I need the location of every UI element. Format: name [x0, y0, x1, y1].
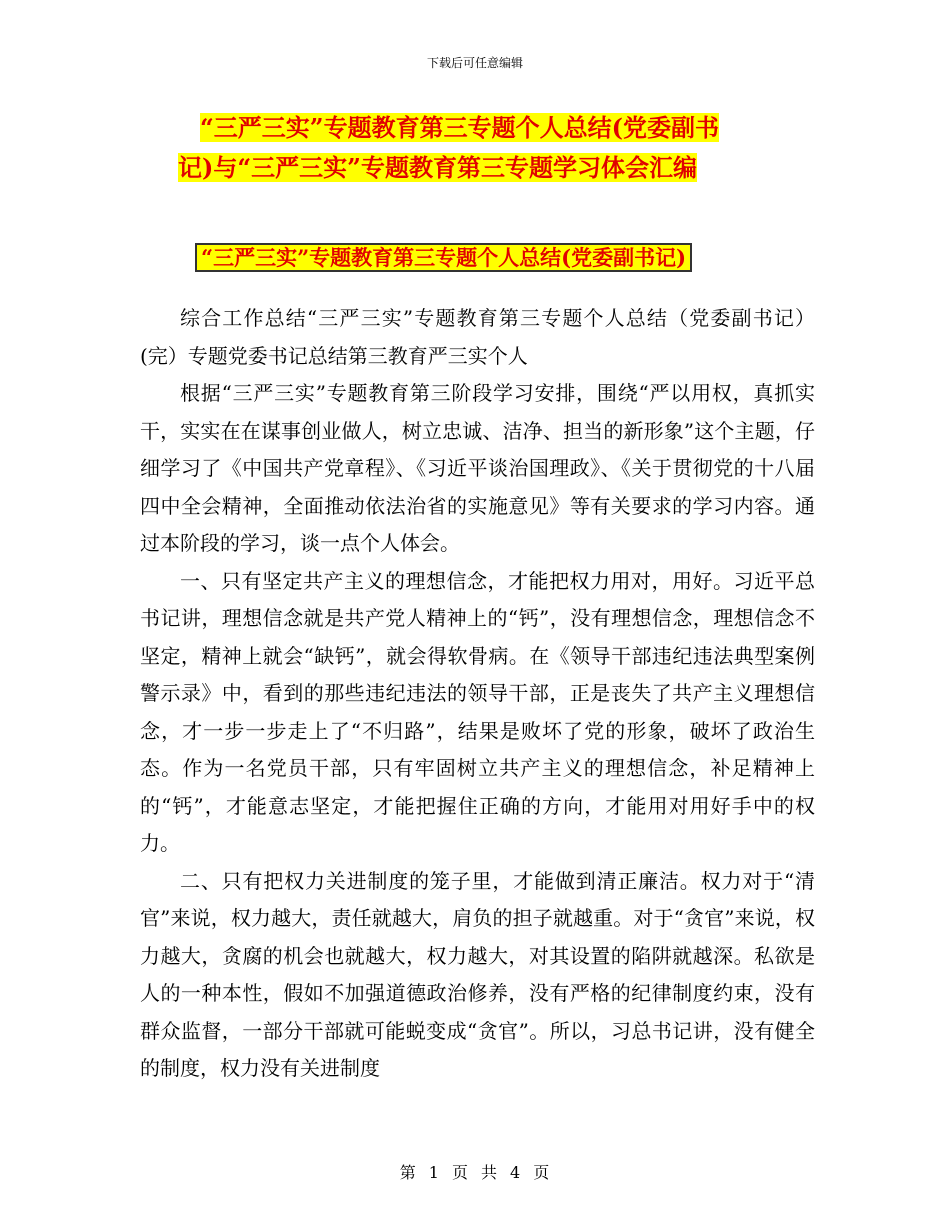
title-line-1-text: “三严三实”专题教育第三专题个人总结(党委副书 — [200, 113, 719, 142]
document-title — [178, 108, 818, 188]
total-label: 共 — [481, 1163, 499, 1182]
title-line-2-text: 记)与“三严三实”专题教育第三专题学习体会汇编 — [178, 153, 697, 182]
section-title-text: “三严三实”专题教育第三专题个人总结(党委副书记) — [195, 243, 692, 272]
section-title — [195, 242, 692, 272]
document-body — [140, 300, 815, 1088]
title-line-1 — [178, 108, 818, 148]
header-note: 下载后可任意编辑 — [426, 56, 523, 70]
title-line-2 — [178, 148, 818, 188]
page-total: 4 — [510, 1163, 522, 1182]
page-footer — [0, 1160, 950, 1183]
total-unit: 页 — [533, 1163, 551, 1182]
page-current: 1 — [428, 1163, 440, 1182]
page-label: 第 — [399, 1163, 417, 1182]
paragraph: 综合工作总结“三严三实”专题教育第三专题个人总结（党委副书记）(完）专题党委书记总结第三教育严三实个人 — [140, 306, 815, 368]
paragraph: 根据“三严三实”专题教育第三阶段学习安排，围绕“严以用权，真抓实干，实实在在谋事创业做人，树立忠诚、洁净、担当的新形象”这个主题，仔细学习了《中国共产党章程》、《习近平谈治国理政》、《关于贯彻党的十八届四中全会精神，全面推动依法治省的实施意见》等有关要求的学习内容。通过本阶段的学习，谈一点个人体会。 — [140, 381, 815, 555]
paragraph: 二、只有把权力关进制度的笼子里，才能做到清正廉洁。权力对于“清官”来说，权力越大，责任就越大，肩负的担子就越重。对于“贪官”来说，权力越大，贪腐的机会也就越大，权力越大，对其设置的陷阱就越深。私欲是人的一种本性，假如不加强道德政治修养，没有严格的纪律制度约束，没有群众监督，一部分干部就可能蜕变成“贪官”。所以，习总书记讲，没有健全的制度，权力没有关进制度 — [140, 868, 815, 1080]
page-unit: 页 — [451, 1163, 469, 1182]
paragraph: 一、只有坚定共产主义的理想信念，才能把权力用对，用好。习近平总书记讲，理想信念就是共产党人精神上的“钙”，没有理想信念，理想信念不坚定，精神上就会“缺钙”，就会得软骨病。在《领导干部违纪违法典型案例警示录》中，看到的那些违纪违法的领导干部，正是丧失了共产主义理想信念，才一步一步走上了“不归路”，结果是败坏了党的形象，破坏了政治生态。作为一名党员干部，只有牢固树立共产主义的理想信念，补足精神上的“钙”，才能意志坚定，才能把握住正确的方向，才能用对用好手中的权力。 — [140, 568, 815, 855]
